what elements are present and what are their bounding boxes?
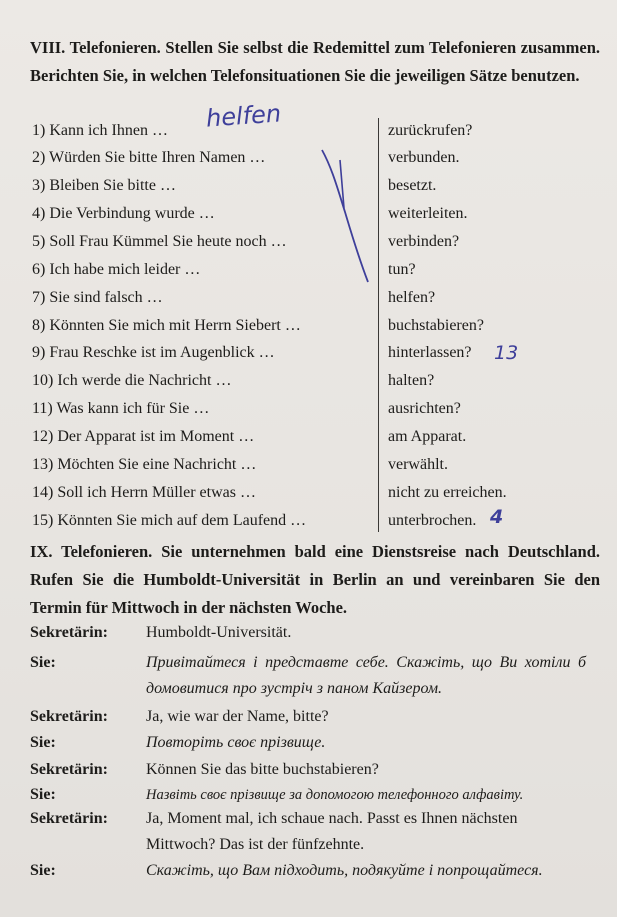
speaker-label: Sekretärin:: [30, 708, 108, 725]
sentence-start: 5) Soll Frau Kümmel Sie heute noch …: [32, 233, 287, 250]
handwritten-number: 13: [494, 342, 519, 364]
sentence-start: 2) Würden Sie bitte Ihren Namen …: [32, 149, 266, 166]
task-9-title: IX. Telefonieren. Sie unternehmen bald eine Dienstsreise nach Deutschland. Rufen Sie die Humboldt-Universität in Berlin an und vereinbaren Sie den Termin für Mittwoch in der nächsten Woche.: [30, 542, 600, 617]
sentence-end: unterbrochen.: [388, 512, 477, 529]
speaker-label: Sie:: [30, 734, 56, 751]
dialog-text: Ja, wie war der Name, bitte?: [146, 708, 329, 725]
sentence-start: 11) Was kann ich für Sie …: [32, 400, 210, 417]
dialog-text: Повторіть своє прізвище.: [146, 734, 326, 751]
sentence-end: verbinden?: [388, 233, 460, 250]
dialog-text: Ja, Moment mal, ich schaue nach. Passt es Ihnen nächsten Mittwoch? Das ist der fünfzehnte.: [146, 810, 518, 853]
sentence-end: zurückrufen?: [388, 122, 473, 139]
sentence-start: 3) Bleiben Sie bitte …: [32, 177, 176, 194]
dialog-text: Humboldt-Universität.: [146, 624, 292, 641]
sentence-end: halten?: [388, 372, 435, 389]
speaker-label: Sie:: [30, 654, 56, 671]
matching-line: [322, 150, 368, 282]
sentence-start: 14) Soll ich Herrn Müller etwas …: [32, 484, 256, 501]
sentence-start: 8) Könnten Sie mich mit Herrn Siebert …: [32, 317, 301, 334]
sentence-end: tun?: [388, 261, 416, 278]
sentence-end: am Apparat.: [388, 428, 467, 445]
sentence-start: 10) Ich werde die Nachricht …: [32, 372, 232, 389]
sentence-start: 6) Ich habe mich leider …: [32, 261, 201, 278]
task-8-title: VIII. Telefonieren. Stellen Sie selbst die Redemittel zum Telefonieren zusammen. Berichten Sie, in welchen Telefonsituationen Sie die jeweiligen Sätze benutzen.: [30, 38, 600, 85]
dialog-text: Привітайтеся і представте себе. Скажіть, що Ви хотіли б домовитися про зустріч з паном Кайзером.: [146, 654, 586, 697]
sentence-start: 9) Frau Reschke ist im Augenblick …: [32, 344, 275, 361]
speaker-label: Sekretärin:: [30, 624, 108, 641]
sentence-start: 4) Die Verbindung wurde …: [32, 205, 215, 222]
sentence-end: verbunden.: [388, 149, 460, 166]
sentence-start: 7) Sie sind falsch …: [32, 289, 163, 306]
speaker-label: Sie:: [30, 786, 56, 803]
dialog-text: Können Sie das bitte buchstabieren?: [146, 761, 379, 778]
sentence-end: weiterleiten.: [388, 205, 468, 222]
sentence-start: 12) Der Apparat ist im Moment …: [32, 428, 255, 445]
sentence-start: 1) Kann ich Ihnen …: [32, 122, 168, 139]
handwritten-number: 4: [490, 506, 504, 528]
sentence-end: nicht zu erreichen.: [388, 484, 507, 501]
sentence-end: verwählt.: [388, 456, 448, 473]
speaker-label: Sekretärin:: [30, 761, 108, 778]
handwritten-word: helfen: [205, 99, 282, 133]
sentence-end: buchstabieren?: [388, 317, 484, 334]
sentence-end: hinterlassen?: [388, 344, 472, 361]
sentence-end: helfen?: [388, 289, 436, 306]
sentence-end: besetzt.: [388, 177, 437, 194]
speaker-label: Sekretärin:: [30, 810, 108, 827]
sentence-start: 15) Könnten Sie mich auf dem Laufend …: [32, 512, 307, 529]
speaker-label: Sie:: [30, 862, 56, 879]
sentence-end: ausrichten?: [388, 400, 461, 417]
dialog-text: Скажіть, що Вам підходить, подякуйте і попрощайтеся.: [146, 862, 543, 879]
sentence-start: 13) Möchten Sie eine Nachricht …: [32, 456, 257, 473]
dialog-text: Назвіть своє прізвище за допомогою телефонного алфавіту.: [146, 787, 524, 803]
